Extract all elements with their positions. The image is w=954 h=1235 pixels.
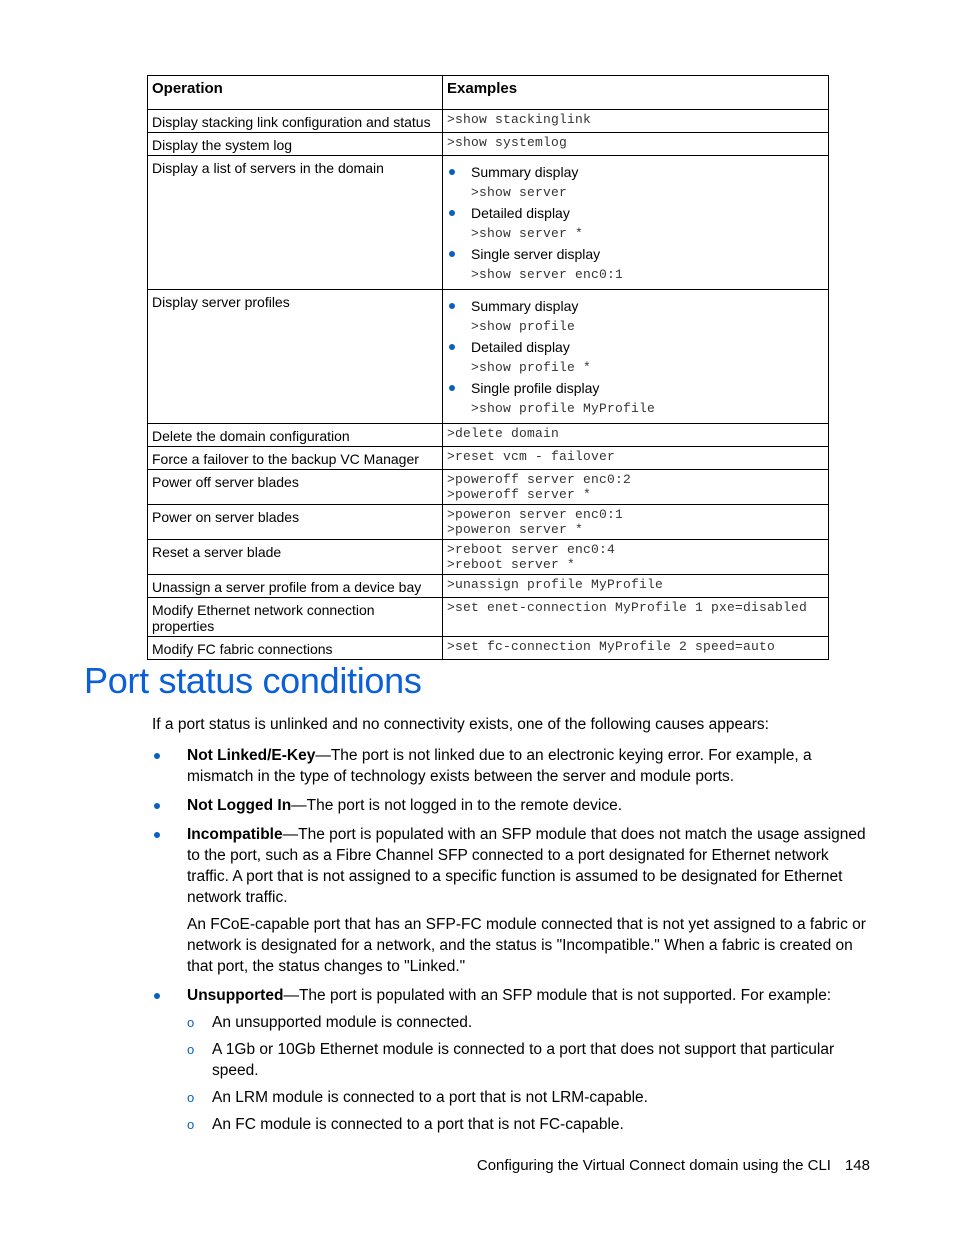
cause-text: —The port is not logged in to the remote device.: [291, 797, 623, 814]
operation-cell: Display a list of servers in the domain: [148, 156, 443, 290]
example-command: >poweroff server enc0:2 >poweroff server *: [447, 472, 632, 502]
bullet-icon: [154, 993, 160, 999]
example-command: >show profile MyProfile: [471, 401, 656, 416]
example-cell: [443, 424, 829, 447]
sub-list-item: [187, 1012, 872, 1033]
sub-list-item: [187, 1039, 872, 1081]
list-item: [152, 745, 872, 787]
example-command: >show profile: [471, 319, 576, 334]
bullet-icon: [449, 385, 455, 391]
operation-cell: Display the system log: [148, 133, 443, 156]
table-row: [148, 470, 829, 505]
sub-list: [187, 1012, 872, 1135]
example-list: [447, 292, 824, 421]
example-command: >reset vcm - failover: [447, 449, 616, 464]
sub-item-text: A 1Gb or 10Gb Ethernet module is connected to a port that does not support that particular speed.: [212, 1041, 835, 1079]
example-cell: [443, 290, 829, 424]
sub-list-item: [187, 1087, 872, 1108]
circle-bullet-icon: o: [187, 1090, 195, 1105]
example-command: >reboot server enc0:4 >reboot server *: [447, 542, 616, 572]
operation-cell: Reset a server blade: [148, 540, 443, 575]
list-item: [152, 824, 872, 977]
example-command: >delete domain: [447, 426, 560, 441]
cause-text: —The port is not linked due to an electronic keying error. For example, a mismatch in the type of technology exists between the server and module ports.: [187, 747, 812, 785]
sub-list-item: [187, 1114, 872, 1135]
operation-cell: Unassign a server profile from a device bay: [148, 575, 443, 598]
operation-cell: Delete the domain configuration: [148, 424, 443, 447]
example-cell: [443, 575, 829, 598]
operation-cell: Modify Ethernet network connection properties: [148, 598, 443, 637]
sub-item-text: An LRM module is connected to a port that is not LRM-capable.: [212, 1089, 648, 1106]
circle-bullet-icon: o: [187, 1015, 195, 1030]
example-command: >show systemlog: [447, 135, 568, 150]
example-cell: [443, 540, 829, 575]
table-row: [148, 290, 829, 424]
table-row: [148, 637, 829, 660]
footer-text: Configuring the Virtual Connect domain using the CLI: [476, 1157, 831, 1174]
list-item: [447, 203, 824, 244]
list-item: [447, 378, 824, 419]
operation-cell: Modify FC fabric connections: [148, 637, 443, 660]
example-command: >show server *: [471, 226, 584, 241]
sub-item-text: An FC module is connected to a port that is not FC-capable.: [212, 1116, 624, 1133]
operation-cell: Force a failover to the backup VC Manager: [148, 447, 443, 470]
circle-bullet-icon: o: [187, 1117, 195, 1132]
table-header-row: [148, 76, 829, 110]
example-label: Summary display: [471, 298, 579, 314]
cause-term: Unsupported: [187, 987, 284, 1004]
cause-text: —The port is populated with an SFP module that is not supported. For example:: [283, 987, 832, 1004]
bullet-icon: [154, 832, 160, 838]
table-row: [148, 156, 829, 290]
bullet-icon: [449, 169, 455, 175]
bullet-icon: [449, 303, 455, 309]
operation-cell: Power off server blades: [148, 470, 443, 505]
list-item: [152, 985, 872, 1135]
list-item: [447, 244, 824, 285]
header-operation: Operation: [148, 76, 443, 110]
example-command: >poweron server enc0:1 >poweron server *: [447, 507, 624, 537]
example-command: >unassign profile MyProfile: [447, 577, 664, 592]
bullet-icon: [449, 251, 455, 257]
bullet-icon: [449, 210, 455, 216]
example-command: >set fc-connection MyProfile 2 speed=auto: [447, 639, 776, 654]
table-row: [148, 424, 829, 447]
header-examples: Examples: [443, 76, 829, 110]
cause-list: [152, 745, 872, 1143]
cause-note: An FCoE-capable port that has an SFP-FC module connected that is not yet assigned to a fabric or network is designated for a network, and the status is "Incompatible." When a fabric is created on that port, the status changes to "Linked.": [187, 916, 866, 975]
table-row: [148, 540, 829, 575]
cause-term: Incompatible: [187, 826, 283, 843]
list-item: [447, 337, 824, 378]
example-label: Single server display: [471, 246, 601, 262]
table-row: [148, 575, 829, 598]
example-label: Detailed display: [471, 339, 570, 355]
table-row: [148, 505, 829, 540]
example-label: Single profile display: [471, 380, 600, 396]
example-cell: [443, 133, 829, 156]
page-footer: [477, 1157, 870, 1174]
example-command: >set enet-connection MyProfile 1 pxe=disabled: [447, 600, 808, 615]
operation-cell: Display stacking link configuration and status: [148, 110, 443, 133]
example-cell: [443, 505, 829, 540]
example-list: [447, 158, 824, 287]
example-command: >show profile *: [471, 360, 592, 375]
example-command: >show server: [471, 185, 568, 200]
example-label: Summary display: [471, 164, 579, 180]
intro-paragraph: If a port status is unlinked and no connectivity exists, one of the following causes appears:: [152, 716, 769, 733]
bullet-icon: [154, 753, 160, 759]
example-cell: [443, 447, 829, 470]
list-item: [447, 296, 824, 337]
example-cell: [443, 156, 829, 290]
table-row: [148, 447, 829, 470]
example-cell: [443, 637, 829, 660]
circle-bullet-icon: o: [187, 1042, 195, 1057]
cause-text: —The port is populated with an SFP module that does not match the usage assigned to the port, such as a Fibre Channel SFP connected to a port designated for Ethernet network traffic. A port that is not assigned to a specific function is assumed to be designated for Ethernet network traffic.: [187, 826, 866, 906]
table-row: [148, 110, 829, 133]
example-cell: [443, 598, 829, 637]
section-title: Port status conditions: [84, 660, 422, 701]
bullet-icon: [154, 803, 160, 809]
example-cell: [443, 110, 829, 133]
bullet-icon: [449, 344, 455, 350]
example-cell: [443, 470, 829, 505]
table-row: [148, 598, 829, 637]
table-body: [148, 110, 829, 660]
list-item: [152, 795, 872, 816]
page-number: 148: [844, 1157, 870, 1174]
cli-command-table: [147, 75, 829, 660]
operation-cell: Power on server blades: [148, 505, 443, 540]
example-command: >show stackinglink: [447, 112, 592, 127]
operation-cell: Display server profiles: [148, 290, 443, 424]
list-item: [447, 162, 824, 203]
cause-term: Not Logged In: [187, 797, 292, 814]
cause-term: Not Linked/E-Key: [187, 747, 316, 764]
table-row: [148, 133, 829, 156]
example-command: >show server enc0:1: [471, 267, 624, 282]
example-label: Detailed display: [471, 205, 570, 221]
sub-item-text: An unsupported module is connected.: [212, 1014, 473, 1031]
